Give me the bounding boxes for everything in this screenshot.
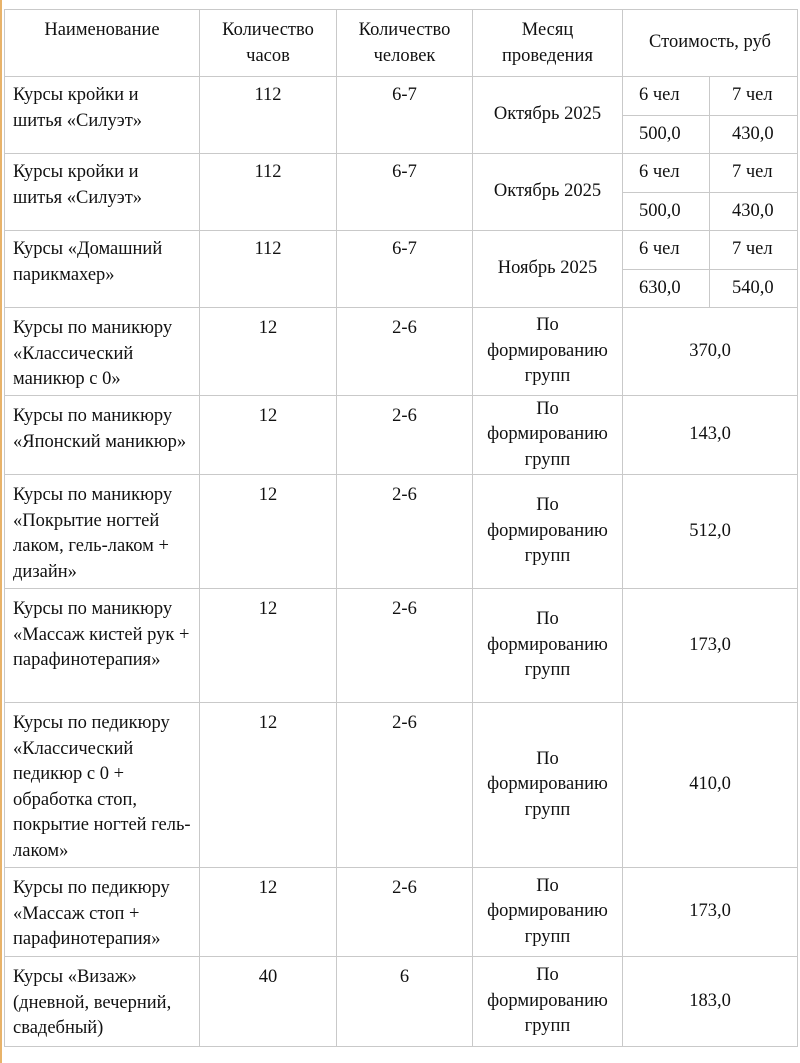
course-row (5, 475, 798, 589)
course-name: Курсы по педикюру «Классический педикюр с 0 + обработка стоп, покрытие ногтей гель-лаком» (5, 703, 200, 868)
course-hours: 12 (200, 475, 337, 589)
group-size-label: 7 чел (710, 77, 798, 116)
group-size-label: 7 чел (710, 231, 798, 270)
course-row (5, 868, 798, 957)
course-name: Курсы «Домашний парикмахер» (5, 231, 200, 308)
header-name: Наименование (5, 10, 200, 77)
group-price: 540,0 (710, 269, 798, 308)
course-month: По формированию групп (473, 703, 623, 868)
header-people: Количество человек (337, 10, 473, 77)
course-hours: 12 (200, 308, 337, 396)
group-size-label: 6 чел (623, 231, 710, 270)
course-hours: 112 (200, 154, 337, 231)
course-row (5, 703, 798, 868)
group-size-label: 7 чел (710, 154, 798, 193)
course-row (5, 77, 798, 116)
header-hours: Количество часов (200, 10, 337, 77)
header-month: Месяц проведения (473, 10, 623, 77)
course-hours: 12 (200, 868, 337, 957)
course-people: 2-6 (337, 475, 473, 589)
course-name: Курсы по маникюру «Японский маникюр» (5, 396, 200, 475)
courses-table (4, 9, 798, 1047)
course-people: 6-7 (337, 154, 473, 231)
course-people: 2-6 (337, 868, 473, 957)
group-price: 430,0 (710, 115, 798, 154)
course-month: По формированию групп (473, 475, 623, 589)
course-cost: 512,0 (623, 475, 798, 589)
course-hours: 112 (200, 231, 337, 308)
course-hours: 12 (200, 396, 337, 475)
course-name: Курсы по маникюру «Массаж кистей рук + парафинотерапия» (5, 589, 200, 703)
course-row (5, 957, 798, 1047)
course-cost: 410,0 (623, 703, 798, 868)
course-month: По формированию групп (473, 957, 623, 1047)
course-cost: 143,0 (623, 396, 798, 475)
course-cost: 370,0 (623, 308, 798, 396)
course-name: Курсы «Визаж» (дневной, вечерний, свадебный) (5, 957, 200, 1047)
course-people: 2-6 (337, 589, 473, 703)
group-price: 430,0 (710, 192, 798, 231)
course-month: Октябрь 2025 (473, 77, 623, 154)
course-row (5, 231, 798, 270)
course-people: 2-6 (337, 308, 473, 396)
course-month: По формированию групп (473, 868, 623, 957)
course-people: 6-7 (337, 231, 473, 308)
header-cost: Стоимость, руб (623, 10, 798, 77)
course-people: 6 (337, 957, 473, 1047)
course-month: По формированию групп (473, 308, 623, 396)
course-month: Октябрь 2025 (473, 154, 623, 231)
course-cost: 173,0 (623, 868, 798, 957)
course-hours: 12 (200, 703, 337, 868)
course-hours: 40 (200, 957, 337, 1047)
course-name: Курсы по маникюру «Покрытие ногтей лаком, гель-лаком + дизайн» (5, 475, 200, 589)
group-size-label: 6 чел (623, 154, 710, 193)
header-row (5, 10, 798, 77)
course-hours: 112 (200, 77, 337, 154)
course-month: По формированию групп (473, 396, 623, 475)
course-hours: 12 (200, 589, 337, 703)
course-month: Ноябрь 2025 (473, 231, 623, 308)
course-people: 2-6 (337, 703, 473, 868)
course-cost: 183,0 (623, 957, 798, 1047)
course-name: Курсы по педикюру «Массаж стоп + парафинотерапия» (5, 868, 200, 957)
course-name: Курсы по маникюру «Классический маникюр с 0» (5, 308, 200, 396)
course-month: По формированию групп (473, 589, 623, 703)
course-name: Курсы кройки и шитья «Силуэт» (5, 154, 200, 231)
course-row (5, 396, 798, 475)
course-people: 6-7 (337, 77, 473, 154)
course-row (5, 154, 798, 193)
course-name: Курсы кройки и шитья «Силуэт» (5, 77, 200, 154)
group-price: 500,0 (623, 192, 710, 231)
group-price: 630,0 (623, 269, 710, 308)
course-people: 2-6 (337, 396, 473, 475)
course-row (5, 589, 798, 703)
group-price: 500,0 (623, 115, 710, 154)
group-size-label: 6 чел (623, 77, 710, 116)
course-row (5, 308, 798, 396)
course-cost: 173,0 (623, 589, 798, 703)
